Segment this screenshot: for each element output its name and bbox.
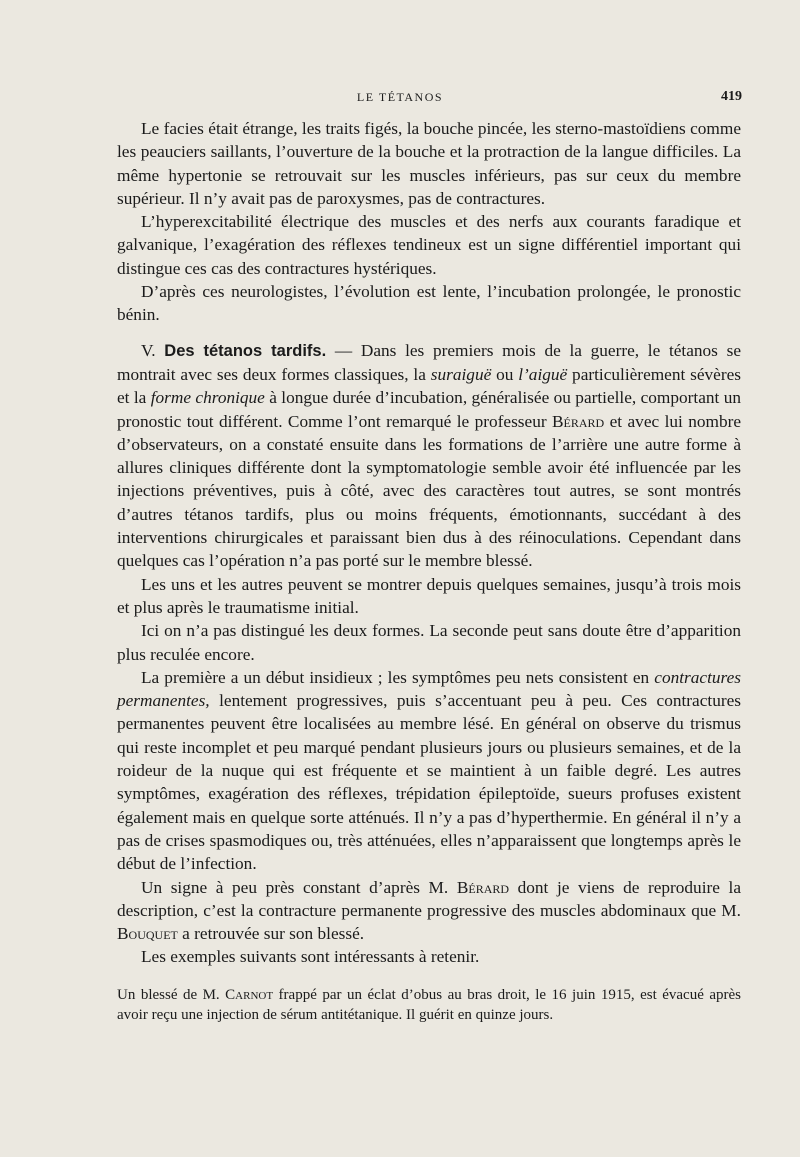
author-name: Carnot	[225, 986, 274, 1003]
paragraph-onset-timing: Les uns et les autres peuvent se montrer depuis quelques semaines, jusqu’à trois mois et plus après le traumatisme initial.	[117, 574, 741, 617]
paragraph-constant-sign: Un signe à peu près constant d’après M. Bérard dont je viens de reproduire la description, c’est la contracture permanente progressive des muscles abdominaux que M. Bouquet a retrouvée sur son blessé.	[117, 877, 741, 944]
paragraph-neurologists: D’après ces neurologistes, l’évolution est lente, l’incubation prolongée, le pronostic bénin.	[117, 282, 741, 325]
paragraph-forms: Ici on n’a pas distingué les deux formes. La seconde peut sans doute être d’apparition plus reculée encore.	[117, 621, 741, 664]
author-name: Bérard	[456, 877, 510, 897]
section-late-tetanus: V. Des tétanos tardifs. — Dans les premiers mois de la guerre, le tétanos se montrait avec ses deux formes classiques, la suraiguë ou l’aiguë particulièrement sévères et la forme chronique à longue durée d’incubation, généralisée ou partielle, comportant un pronostic tout différent. Comme l’ont remarqué le professeur Bérard et avec lui nombre d’observateurs, on a constaté ensuite dans les formations de l’arrière une autre forme à allures cliniques différente dont la symptomatologie semble avoir été influencée par les injections préventives, puis à côté, avec des caractères tout autres, se sont montrés d’autres tétanos tardifs, plus ou moins fréquents, émotionnants, succédant à des interventions chirurgicales et paraissant bien dus à des réinoculations. Cependant dans quelques cas l’opération n’a pas porté sur le membre blessé.	[117, 340, 742, 571]
running-header	[0, 90, 800, 108]
case-note-text: Un blessé de M. Carnot frappé par un éclat d’obus au bras droit, le 16 juin 1915, est évacué après avoir reçu une injection de sérum antitétanique. Il guérit en quinze jours.	[117, 986, 741, 1023]
paragraph-first-form: La première a un début insidieux ; les symptômes peu nets consistent en contractures permanentes, lentement progressives, puis s’accentuant peu à peu. Ces contractures permanentes peuvent être localisées au membre lésé. En général on observe du trismus qui reste incomplet et peu marqué pendant plusieurs jours ou plusieurs semaines, et de la roideur de la nuque qui est fréquente et se maintient à un faible degré. Les autres symptômes, exagération des réflexes, trépidation épileptoïde, sueurs profuses existent également mais en quelque sorte atténués. Il n’y a pas d’hyperthermie. En général il n’y a pas de crises spasmodiques ou, très atténuées, elles n’apparaissent que longtemps après le début de l’infection.	[117, 667, 741, 874]
case-note	[117, 985, 741, 1025]
body-text	[117, 117, 741, 1025]
author-name: Bérard	[552, 411, 605, 431]
page-number: 419	[721, 89, 742, 104]
paragraph-facies: Le facies était étrange, les traits figés, la bouche pincée, les sterno-mastoïdiens comme les peauciers saillants, l’ouverture de la bouche et la protraction de la langue difficiles. La même hypertonie se retrouvait sur les muscles inférieurs, pas sur ceux du membre supérieur. Il n’y avait pas de paroxysmes, pas de contractures.	[117, 119, 741, 208]
paragraph-examples: Les exemples suivants sont intéressants à retenir.	[141, 947, 480, 967]
section-heading: Des tétanos tardifs.	[164, 341, 327, 360]
section-number: V.	[141, 340, 156, 360]
paragraph-hyperexcitability: L’hyperexcitabilité électrique des muscles et des nerfs aux courants faradique et galvanique, l’exagération des réflexes tendineux est un signe différentiel important qui distingue ces cas des contractures hystériques.	[117, 212, 741, 278]
running-title: LE TÉTANOS	[356, 90, 444, 104]
author-name: Bouquet	[117, 924, 178, 944]
